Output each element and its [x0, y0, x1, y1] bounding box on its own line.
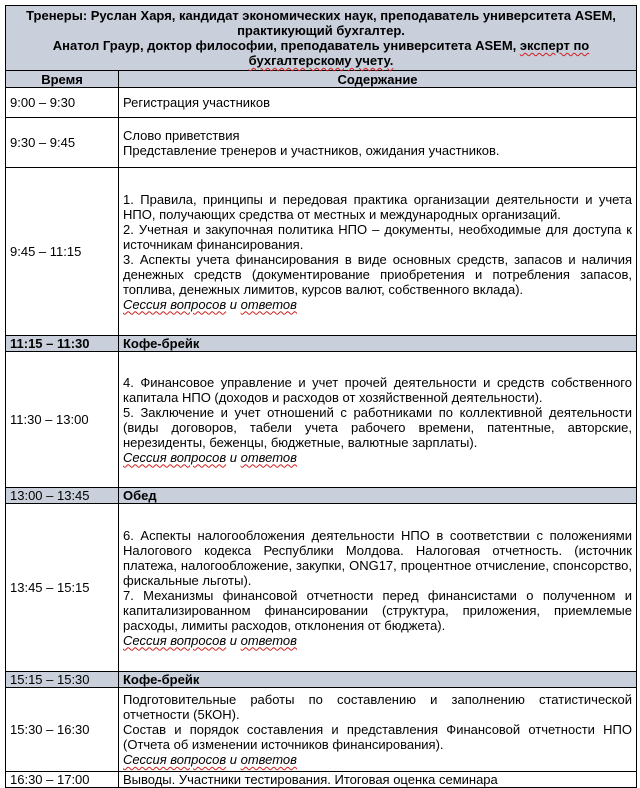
row-content: Подготовительные работы по составлению и заполнению статистической отчетности (5КОН). Состав и порядок составления и представления Финансовой отчетности НПО (Отчета об изменении источников финансирования). Сессия вопросов и ответов	[119, 688, 637, 772]
agenda-row-session-2	[6, 352, 637, 488]
row-content: Слово приветствия Представление тренеров и участников, ожидания участников.	[119, 118, 637, 168]
row-time: 13:45 – 15:15	[6, 504, 119, 672]
trainers-header	[6, 6, 637, 71]
column-header-content: Содержание	[119, 71, 637, 88]
trainers-header-row	[6, 6, 637, 71]
row-time: 9:45 – 11:15	[6, 168, 119, 336]
column-header-time: Время	[6, 71, 119, 88]
agenda-row-coffee-break-2	[6, 672, 637, 688]
row-time: 9:00 – 9:30	[6, 88, 119, 118]
agenda-row-coffee-break-1	[6, 336, 637, 352]
row-content: Регистрация участников	[119, 88, 637, 118]
row-content: 4. Финансовое управление и учет прочей деятельности и средств собственного капитала НПО (доходов и расходов от хозяйственной деятельности). 5. Заключение и учет отношений с работниками по коллективной деятельности (виды договоров, табели учета рабочего времени, патентные, авторские, нерезиденты, беженцы, бюджетные, валютные зарплаты). Сессия вопросов и ответов	[119, 352, 637, 488]
agenda-row-session-1	[6, 168, 637, 336]
row-time: 13:00 – 13:45	[6, 488, 119, 504]
agenda-row-registration	[6, 88, 637, 118]
agenda-row-welcome	[6, 118, 637, 168]
row-time: 15:15 – 15:30	[6, 672, 119, 688]
qa-session-note: Сессия вопросов и ответов	[123, 296, 297, 312]
row-time: 15:30 – 16:30	[6, 688, 119, 772]
qa-session-note: Сессия вопросов и ответов	[123, 752, 297, 767]
row-time: 16:30 – 17:00	[6, 772, 119, 788]
qa-session-note: Сессия вопросов и ответов	[123, 632, 297, 648]
agenda-document	[5, 5, 637, 788]
trainers-line-1: Тренеры: Руслан Харя, кандидат экономических наук, преподаватель университета ASEM, практикующий бухгалтер.	[26, 8, 616, 38]
row-time: 11:15 – 11:30	[6, 336, 119, 352]
agenda-row-lunch	[6, 488, 637, 504]
row-label: Кофе-брейк	[119, 672, 637, 688]
trainers-line-2: Анатол Граур, доктор философии, преподаватель университета ASEM, эксперт по бухгалтерскому учету.	[52, 38, 590, 68]
column-header-row	[6, 71, 637, 88]
row-label: Обед	[119, 488, 637, 504]
row-time: 11:30 – 13:00	[6, 352, 119, 488]
agenda-row-session-4	[6, 688, 637, 772]
row-content: 6. Аспекты налогообложения деятельности НПО в соответствии с положениями Налогового кодекса Республики Молдова. Налоговая отчетность. (источник платежа, налогообложение, закупки, ONG17, процентное отчисление, спонсорство, фискальные льготы). 7. Механизмы финансовой отчетности перед финансистами о полученном и капитализированном финансировании (структура, приложения, приемлемые расходы, лимиты расходов, отклонения от бюджета). Сессия вопросов и ответов	[119, 504, 637, 672]
row-label: Кофе-брейк	[119, 336, 637, 352]
row-content: Выводы. Участники тестирования. Итоговая оценка семинара	[119, 772, 637, 788]
agenda-row-session-3	[6, 504, 637, 672]
qa-session-note: Сессия вопросов и ответов	[123, 449, 297, 465]
agenda-row-conclusions	[6, 772, 637, 788]
row-content: 1. Правила, принципы и передовая практика организации деятельности и учета НПО, получающих средства от местных и международных организаций. 2. Учетная и закупочная политика НПО – документы, необходимые для доступа к источникам финансирования. 3. Аспекты учета финансирования в виде основных средств, запасов и наличия денежных средств (документирование приобретения и потребления запасов, топлива, денежных лимитов, курсов валют, собственного вклада). Сессия вопросов и ответов	[119, 168, 637, 336]
row-time: 9:30 – 9:45	[6, 118, 119, 168]
agenda-table	[5, 5, 637, 788]
